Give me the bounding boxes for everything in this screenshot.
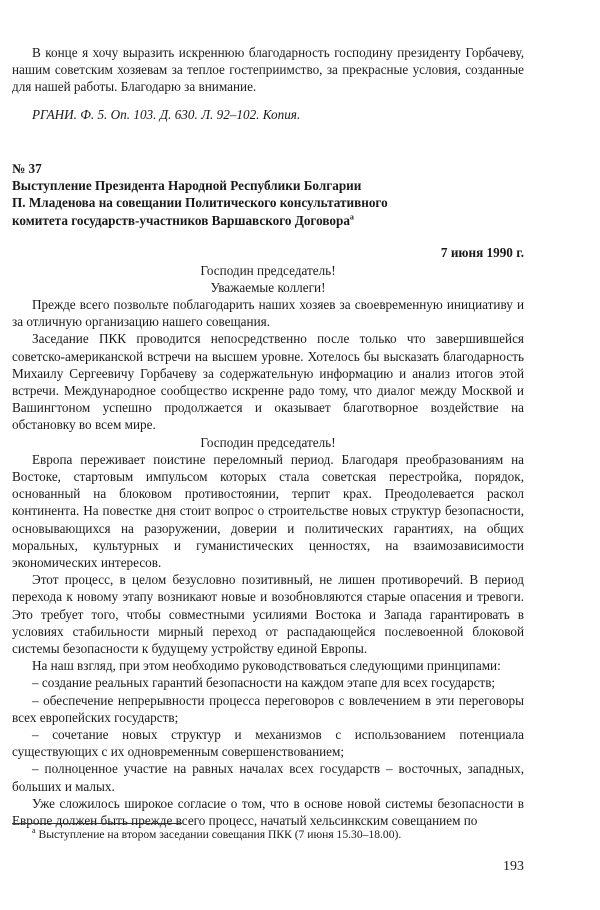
salutation-line-1: Господин председатель! bbox=[200, 263, 336, 278]
document-title-line-2: П. Младенова на совещании Политического консультативного bbox=[12, 195, 388, 211]
speech-body bbox=[12, 296, 524, 829]
paragraph: Этот процесс, в целом безусловно позитивный, не лишен противоречий. В период перехода к новому этапу возникают новые и возобновляются старые опасения и тревоги. Это требует того, чтобы совместными усилиями Востока и Запада гарантировать в условиях стабильности мирный переход от распадающейся послевоенной блоковой системы безопасности к будущему устройству единой Европы. bbox=[12, 572, 524, 657]
paragraph: Заседание ПКК проводится непосредственно после только что завершившейся советско-американской встречи на высшем уровне. Хотелось бы высказать благодарность Михаилу Сергеевичу Горбачеву за содержательную информацию и анализ итогов этой встречи. Международное сообщество искренне радо тому, что диалог между Москвой и Вашингтоном успешно продолжается и оказывает благотворное воздействие на обстановку во всем мире. bbox=[12, 331, 524, 433]
intro-closing-paragraph bbox=[12, 44, 524, 96]
principle-item: – обеспечение непрерывности процесса переговоров с вовлечением в эти переговоры всех европейских государств; bbox=[12, 692, 524, 725]
salutation-repeat: Господин председатель! bbox=[200, 434, 336, 450]
footnote-text: Выступление на втором заседании совещания ПКК (7 июня 15.30–18.00). bbox=[38, 828, 402, 841]
document-heading bbox=[12, 160, 524, 229]
principle-item: – сочетание новых структур и механизмов с использованием потенциала существующих с их одновременным совершенствованием; bbox=[12, 727, 524, 760]
paragraph: Прежде всего позвольте поблагодарить наших хозяев за своевременную инициативу и за отличную организацию нашего совещания. bbox=[12, 297, 524, 330]
paragraph: На наш взгляд, при этом необходимо руководствоваться следующими принципами: bbox=[32, 658, 501, 674]
document-title-line-3 bbox=[12, 212, 524, 229]
archive-citation: РГАНИ. Ф. 5. Оп. 103. Д. 630. Л. 92–102. Копия. bbox=[32, 107, 301, 122]
salutation-line-2: Уважаемые коллеги! bbox=[210, 280, 326, 296]
document-title-line-1: Выступление Президента Народной Республики Болгарии bbox=[12, 178, 362, 194]
footnote-marker: а bbox=[349, 212, 354, 222]
document-date: 7 июня 1990 г. bbox=[440, 245, 524, 260]
document-number: № 37 bbox=[12, 161, 42, 176]
salutation bbox=[12, 262, 524, 296]
archive-reference bbox=[12, 106, 524, 123]
document-title-line-3-text: комитета государств-участников Варшавского Договора bbox=[12, 212, 350, 228]
footnote-mark: а bbox=[32, 826, 36, 836]
footnote-divider bbox=[12, 823, 182, 824]
paragraph: Европа переживает поистине переломный период. Благодаря преобразованиям на Востоке, стартовым импульсом которых стала советская перестройка, порядок, основанный на блоковом противостоянии, терпит крах. Преодолевается раскол континента. На повестке дня стоит вопрос о строительстве новых структур безопасности, основывающихся на разоружении, доверии и политических гарантиях, на общих моральных, культурных и гуманистических ценностях, на взаимозависимости экономических интересов. bbox=[12, 451, 524, 571]
paragraph: В конце я хочу выразить искреннюю благодарность господину президенту Горбачеву, нашим советским хозяевам за теплое гостеприимство, за прекрасные условия, созданные для нашей работы. Благодарю за внимание. bbox=[12, 45, 524, 95]
paragraph: Уже сложилось широкое согласие о том, что в основе новой системы безопасности в Европе должен быть прежде всего процесс, начатый хельсинкским совещанием по bbox=[12, 795, 524, 829]
principle-item: – полноценное участие на равных началах всех государств – восточных, западных, больших и малых. bbox=[12, 761, 524, 794]
principle-item: – создание реальных гарантий безопасности на каждом этапе для всех государств; bbox=[32, 675, 496, 691]
page-number: 193 bbox=[503, 859, 524, 874]
footnote bbox=[12, 827, 524, 842]
